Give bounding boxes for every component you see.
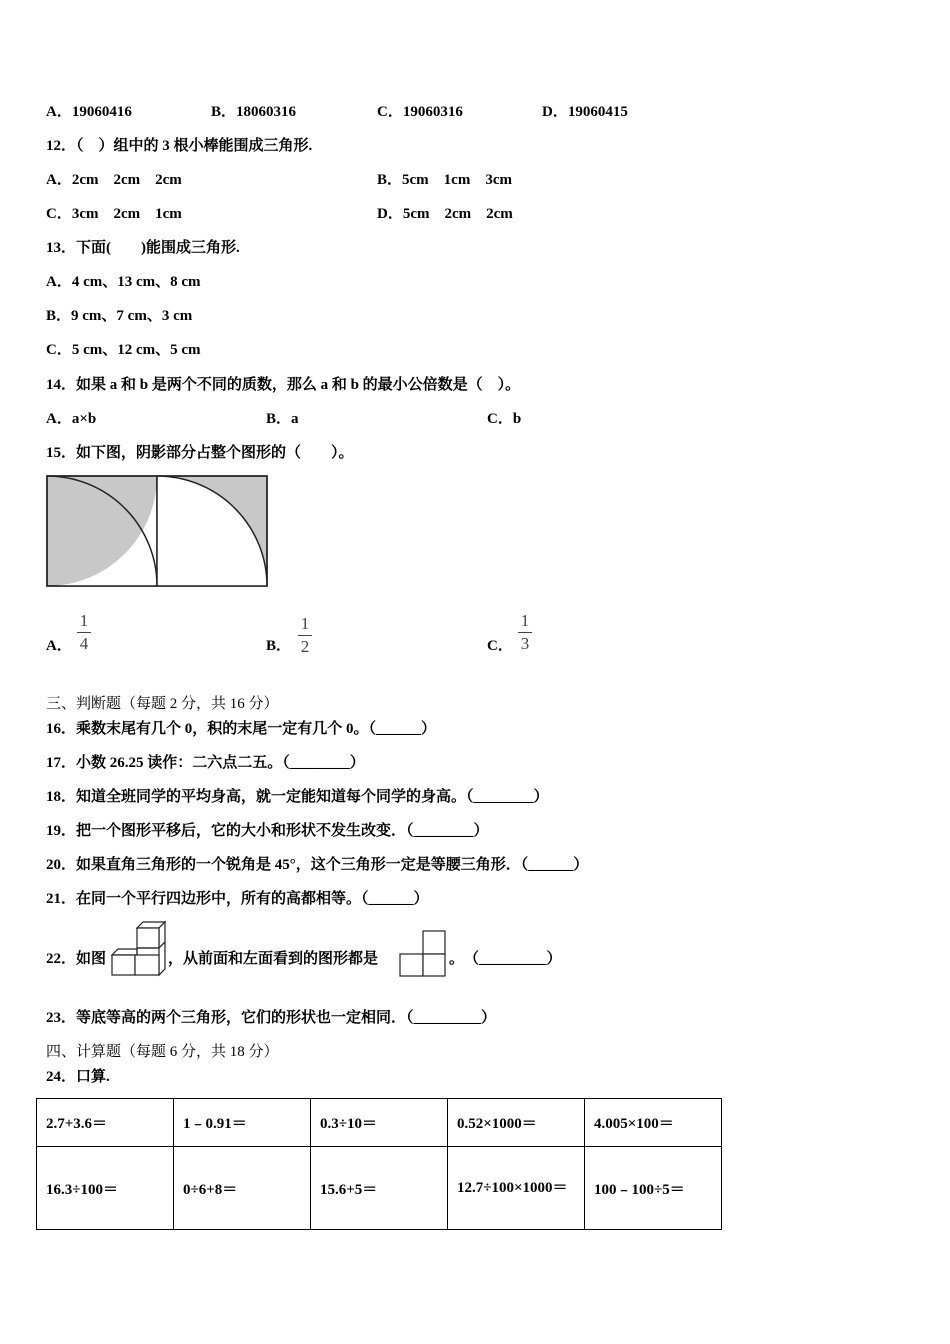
q15-option-b-letter: B． xyxy=(266,638,292,654)
q11-option-d: D．19060415 xyxy=(542,104,628,120)
table-cell: 0.3÷10＝ xyxy=(311,1099,448,1147)
q11-option-c: C．19060316 xyxy=(377,104,463,120)
q13-option-b: B．9 cm、7 cm、3 cm xyxy=(46,308,193,324)
q23: 23．等底等高的两个三角形，它们的形状也一定相同．（_________） xyxy=(46,1010,497,1026)
table-cell: 15.6+5＝ xyxy=(311,1147,448,1230)
table-cell: 4.005×100＝ xyxy=(585,1099,722,1147)
table-cell: 100﹣100÷5＝ xyxy=(585,1147,722,1230)
q11-option-a: A．19060416 xyxy=(46,104,132,120)
table-cell: 0.52×1000＝ xyxy=(448,1099,585,1147)
q12-option-b: B．5cm 1cm 3cm xyxy=(377,172,512,188)
denominator: 4 xyxy=(79,634,89,653)
q11-option-b: B．18060316 xyxy=(211,104,297,120)
q12-option-c: C．3cm 2cm 1cm xyxy=(46,206,182,222)
q13-stem: 13．下面( )能围成三角形. xyxy=(46,240,240,256)
q22-part3: 。 （_________） xyxy=(449,951,562,967)
table-cell: 16.3÷100＝ xyxy=(37,1147,174,1230)
numerator: 1 xyxy=(520,611,530,630)
q22-part1: 22．如图 xyxy=(46,951,107,967)
section3-title: 三、判断题（每题 2 分，共 16 分） xyxy=(46,696,279,712)
q12-option-a: A．2cm 2cm 2cm xyxy=(46,172,182,188)
denominator: 2 xyxy=(300,637,310,656)
q15-option-a-fraction xyxy=(74,612,94,653)
section4-title: 四、计算题（每题 6 分，共 18 分） xyxy=(46,1044,279,1060)
q15-shaded-figure xyxy=(46,475,270,589)
q22-cube-stack-figure xyxy=(110,920,168,980)
q15-stem: 15．如下图，阴影部分占整个图形的（ ）。 xyxy=(46,445,354,461)
q21: 21．在同一个平行四边形中，所有的高都相等。（______） xyxy=(46,891,429,907)
table-cell: 0÷6+8＝ xyxy=(174,1147,311,1230)
table-cell: 1﹣0.91＝ xyxy=(174,1099,311,1147)
numerator: 1 xyxy=(79,611,89,630)
table-cell: 12.7÷100×1000＝ xyxy=(448,1147,585,1230)
q12-option-d: D．5cm 2cm 2cm xyxy=(377,206,513,222)
q12-stem: 12．（ ）组中的 3 根小棒能围成三角形. xyxy=(46,138,313,154)
denominator: 3 xyxy=(520,634,530,653)
q22-part2: ，从前面和左面看到的图形都是 xyxy=(168,951,379,967)
q15-option-b-fraction xyxy=(295,615,315,656)
q18: 18．知道全班同学的平均身高，就一定能知道每个同学的身高。（________） xyxy=(46,789,549,805)
q14-option-b: B．a xyxy=(266,411,299,427)
q13-option-a: A．4 cm、13 cm、8 cm xyxy=(46,274,201,290)
q15-option-c-letter: C． xyxy=(487,638,513,654)
q14-stem: 14．如果 a 和 b 是两个不同的质数，那么 a 和 b 的最小公倍数是（ ）。 xyxy=(46,377,521,393)
table-row xyxy=(37,1099,722,1147)
q14-option-c: C．b xyxy=(487,411,522,427)
numerator: 1 xyxy=(300,614,310,633)
q15-option-c-fraction xyxy=(515,612,535,653)
q16: 16．乘数末尾有几个 0，积的末尾一定有几个 0。（______） xyxy=(46,721,437,737)
q22-view-figure xyxy=(399,930,449,978)
q14-option-a: A．a×b xyxy=(46,411,97,427)
table-row xyxy=(37,1147,722,1230)
q13-option-c: C．5 cm、12 cm、5 cm xyxy=(46,342,201,358)
table-cell: 2.7+3.6＝ xyxy=(37,1099,174,1147)
q19: 19．把一个图形平移后，它的大小和形状不发生改变．（________） xyxy=(46,823,489,839)
q17: 17．小数 26.25 读作：二六点二五。（________） xyxy=(46,755,365,771)
q20: 20．如果直角三角形的一个锐角是 45°，这个三角形一定是等腰三角形．（______） xyxy=(46,857,589,873)
q24-stem: 24．口算. xyxy=(46,1069,110,1085)
calc-table xyxy=(36,1098,722,1230)
q15-option-a-letter: A． xyxy=(46,638,72,654)
